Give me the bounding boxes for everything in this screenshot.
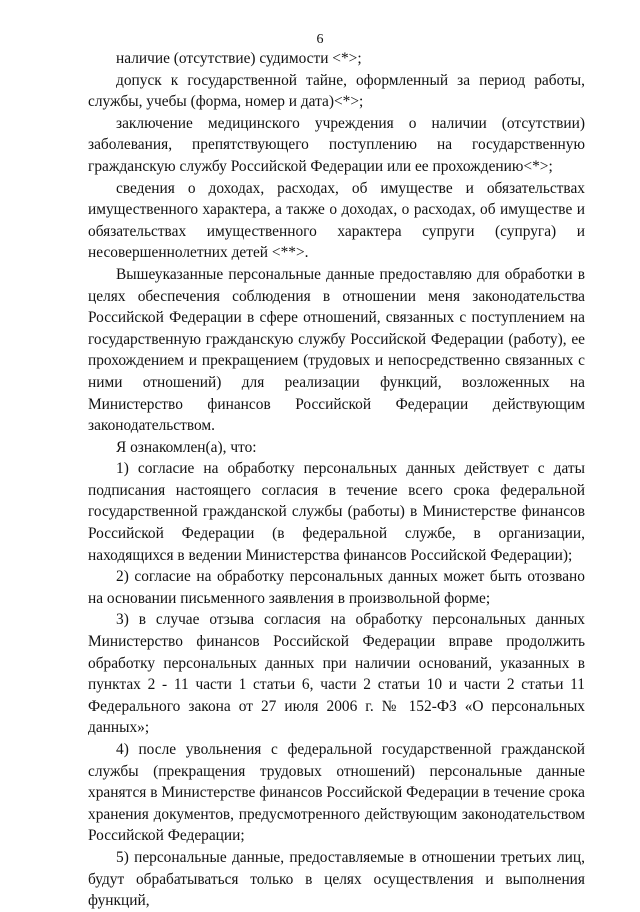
document-body — [88, 48, 585, 912]
page-number: 6 — [316, 32, 324, 47]
paragraph-acknowledgement: Я ознакомлен(а), что: — [116, 438, 257, 456]
paragraph-medical-conclusion: заключение медицинского учреждения о наличии (отсутствии) заболевания, препятствующего поступлению на государственную гражданскую службу Российской Федерации или ее прохождению<*>; — [88, 114, 585, 175]
paragraph-item-1: 1) согласие на обработку персональных данных действует с даты подписания настоящего согласия в течение всего срока федеральной государственной гражданской службы (работы) в Министерстве финансов Российской Федерации (в федеральной службе, в организации, находящихся в ведении Министерства финансов Российской Федерации); — [88, 460, 585, 564]
paragraph-item-2: 2) согласие на обработку персональных данных может быть отозвано на основании письменного заявления в произвольной форме; — [88, 568, 585, 607]
paragraph-item-5: 5) персональные данные, предоставляемые в отношении третьих лиц, будут обрабатываться только в целях осуществления и выполнения функций, — [88, 848, 585, 910]
paragraph-item-3: 3) в случае отзыва согласия на обработку персональных данных Министерство финансов Российской Федерации вправе продолжить обработку персональных данных при наличии оснований, указанных в пунктах 2 - 11 части 1 статьи 6, части 2 статьи 10 и части 2 статьи 11 Федерального закона от 27 июля 2006 г. № 152-ФЗ «О персональных данных»; — [88, 611, 585, 737]
paragraph-processing-purpose: Вышеуказанные персональные данные предоставляю для обработки в целях обеспечения соблюдения в отношении меня законодательства Российской Федерации в сфере отношений, связанных с поступлением на государственную гражданскую службу Российской Федерации (работу), ее прохождением и прекращением (трудовых и непосредственно связанных с ними отношений) для реализации функций, возложенных на Министерство финансов Российской Федерации действующим законодательством. — [88, 265, 585, 435]
paragraph-state-secret-access: допуск к государственной тайне, оформленный за период работы, службы, учебы (форма, номер и дата)<*>; — [88, 71, 585, 111]
paragraph-criminal-record: наличие (отсутствие) судимости <*>; — [116, 50, 362, 67]
paragraph-item-4: 4) после увольнения с федеральной государственной гражданской службы (прекращения трудовых отношений) персональные данные хранятся в Министерстве финансов Российской Федерации в течение срока хранения документов, предусмотренного действующим законодательством Российской Федерации; — [88, 741, 585, 845]
paragraph-income-information: сведения о доходах, расходах, об имуществе и обязательствах имущественного характера, а также о доходах, о расходах, об имуществе и обязательствах имущественного характера супруги (супруга) и несовершеннолетних детей <**>. — [88, 179, 585, 262]
